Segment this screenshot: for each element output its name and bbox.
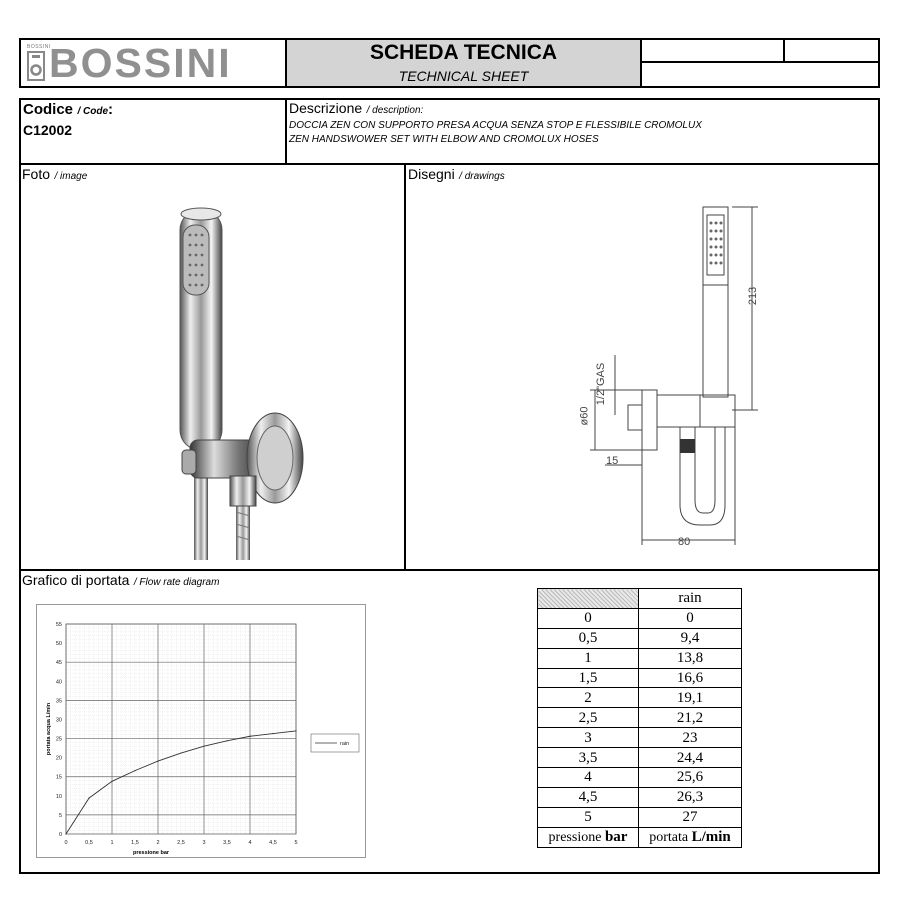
- y-tick-label: 40: [55, 679, 62, 686]
- y-tick-label: 45: [55, 660, 62, 667]
- code-label: [23, 101, 113, 119]
- flow-cell: 0: [639, 608, 742, 628]
- data-point: [272, 733, 273, 734]
- pressure-cell: 2: [538, 688, 639, 708]
- logo-small-text: BOSSINI: [27, 44, 51, 50]
- flow-table-row: [538, 748, 742, 768]
- flow-table-footer-row: [538, 827, 742, 847]
- pressure-cell: 3: [538, 728, 639, 748]
- flow-label-it: Grafico di portata: [22, 572, 130, 588]
- data-point: [134, 770, 135, 771]
- flow-cell: 24,4: [639, 748, 742, 768]
- data-point: [203, 746, 204, 747]
- footer-left-b: bar: [604, 828, 628, 845]
- logo-mark-icon: [27, 51, 45, 81]
- pressure-cell: 1: [538, 648, 639, 668]
- pressure-cell: 4,5: [538, 787, 639, 807]
- header-blank-cell-1: [640, 38, 785, 63]
- y-tick-label: 25: [55, 736, 62, 743]
- dim-gas: 1/2"GAS: [595, 362, 608, 406]
- data-point: [249, 736, 250, 737]
- flow-label: [22, 572, 219, 590]
- flow-table-row: [538, 728, 742, 748]
- flow-table-row: [538, 688, 742, 708]
- x-axis-label: pressione bar: [132, 850, 170, 856]
- y-tick-label: 10: [55, 793, 62, 800]
- pressure-cell: 0,5: [538, 628, 639, 648]
- code-label-colon: :: [108, 101, 114, 118]
- footer-right-b: L/min: [691, 828, 731, 845]
- y-tick-label: 15: [55, 774, 62, 781]
- pressure-cell: 2,5: [538, 708, 639, 728]
- drawings-label-en: / drawings: [459, 171, 505, 182]
- dim-80: 80: [678, 536, 691, 548]
- x-tick-label: 4,5: [269, 840, 277, 846]
- flow-cell: 16,6: [639, 668, 742, 688]
- flow-cell: 13,8: [639, 648, 742, 668]
- data-point: [180, 752, 181, 753]
- pressure-cell: 4: [538, 768, 639, 788]
- flow-table-row: [538, 628, 742, 648]
- photo-label: [22, 166, 87, 184]
- flow-table-row: [538, 768, 742, 788]
- y-tick-label: 5: [58, 812, 62, 819]
- flow-table-row: [538, 668, 742, 688]
- dim-diameter: ø60: [578, 406, 591, 426]
- x-tick-label: 3: [202, 840, 206, 846]
- pressure-cell: 5: [538, 807, 639, 827]
- footer-right-a: portata: [649, 829, 689, 845]
- flow-table-header-row: [538, 589, 742, 609]
- photo-label-en: / image: [54, 171, 88, 182]
- data-point: [157, 760, 158, 761]
- flow-cell: 9,4: [639, 628, 742, 648]
- sheet-subtitle: TECHNICAL SHEET: [398, 68, 529, 84]
- flow-table-row: [538, 787, 742, 807]
- x-tick-label: 1,5: [131, 840, 139, 846]
- technical-drawing: [560, 195, 780, 555]
- header-blank-cell-2: [783, 38, 880, 63]
- flow-table-row: [538, 648, 742, 668]
- drawings-label-it: Disegni: [408, 166, 455, 182]
- data-point: [295, 730, 296, 731]
- brand-name: BOSSINI: [49, 40, 232, 86]
- flow-table-footer-left: [538, 827, 639, 847]
- product-photo: [150, 200, 310, 560]
- footer-left-a: pressione: [548, 829, 602, 845]
- x-tick-label: 2,5: [177, 840, 185, 846]
- flow-cell: 25,6: [639, 768, 742, 788]
- y-tick-label: 30: [55, 717, 62, 724]
- flow-table-header-blank: [538, 589, 639, 609]
- dim-height: 213: [747, 286, 760, 306]
- flow-chart: [36, 604, 366, 858]
- flow-cell: 26,3: [639, 787, 742, 807]
- code-label-en: / Code: [77, 106, 109, 117]
- x-tick-label: 0: [64, 840, 68, 846]
- description-line-it: DOCCIA ZEN CON SUPPORTO PRESA ACQUA SENZA STOP E FLESSIBILE CROMOLUX: [289, 120, 702, 131]
- flow-label-en: / Flow rate diagram: [133, 577, 220, 588]
- pressure-cell: 0: [538, 608, 639, 628]
- description-label: [289, 100, 423, 118]
- y-tick-label: 55: [55, 622, 62, 628]
- data-point: [111, 781, 112, 782]
- data-point: [226, 740, 227, 741]
- flow-cell: 27: [639, 807, 742, 827]
- x-tick-label: 0,5: [85, 840, 93, 846]
- y-tick-label: 35: [55, 698, 62, 705]
- drawings-label: [408, 166, 505, 184]
- flow-cell: 21,2: [639, 708, 742, 728]
- brand-logo: [27, 40, 277, 86]
- code-value: C12002: [23, 122, 73, 138]
- pressure-cell: 3,5: [538, 748, 639, 768]
- flow-table-footer-right: [639, 827, 742, 847]
- y-tick-label: 20: [55, 755, 62, 762]
- flow-table-row: [538, 807, 742, 827]
- code-label-it: Codice: [23, 101, 74, 118]
- flow-table: [537, 588, 742, 848]
- description-label-it: Descrizione: [289, 100, 363, 116]
- flow-table-header: rain: [639, 589, 742, 609]
- y-tick-label: 0: [58, 832, 62, 838]
- x-tick-label: 5: [294, 840, 298, 846]
- flow-table-row: [538, 708, 742, 728]
- flow-table-row: [538, 608, 742, 628]
- y-tick-label: 50: [55, 641, 62, 648]
- flow-cell: 19,1: [639, 688, 742, 708]
- x-tick-label: 4: [248, 840, 252, 846]
- x-tick-label: 1: [110, 840, 114, 846]
- description-label-en: / description:: [366, 105, 424, 116]
- header-blank-cell-3: [640, 61, 880, 88]
- legend-label: rain: [340, 741, 350, 747]
- data-point: [65, 833, 66, 834]
- x-tick-label: 2: [156, 840, 160, 846]
- sheet-title: SCHEDA TECNICA: [369, 41, 558, 64]
- photo-label-it: Foto: [22, 166, 51, 182]
- data-point: [88, 798, 89, 799]
- x-tick-label: 3,5: [223, 840, 231, 846]
- dim-15: 15: [606, 455, 619, 467]
- flow-cell: 23: [639, 728, 742, 748]
- y-axis-label: portata acqua L/min: [46, 702, 52, 756]
- pressure-cell: 1,5: [538, 668, 639, 688]
- description-line-en: ZEN HANDSWOWER SET WITH ELBOW AND CROMOLUX HOSES: [289, 134, 599, 145]
